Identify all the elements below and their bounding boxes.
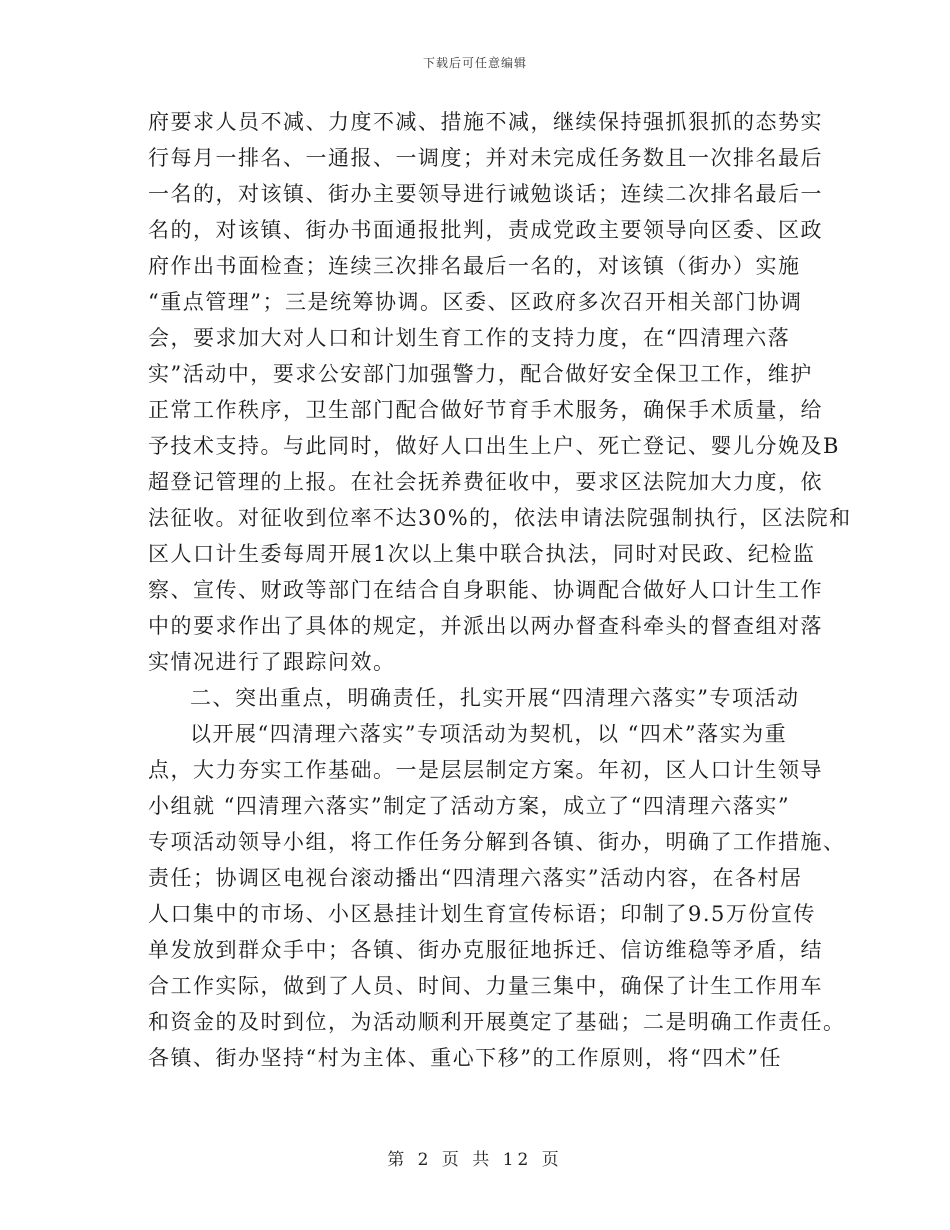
- text-line: 中的要求作出了具体的规定，并派出以两办督查科牵头的督查组对落: [148, 614, 823, 638]
- text-line: 行每月一排名、一通报、一调度；并对未完成任务数且一次排名最后: [148, 146, 823, 170]
- text-line: 超登记管理的上报。在社会抚养费征收中，要求区法院加大力度，依: [148, 470, 823, 494]
- text-line: “重点管理”；三是统筹协调。区委、区政府多次召开相关部门协调: [148, 290, 803, 314]
- text-line: 正常工作秩序，卫生部门配合做好节育手术服务，确保手术质量，给: [148, 398, 823, 422]
- text-line: 予技术支持。与此同时，做好人口出生上户、死亡登记、婴儿分娩及B: [148, 434, 840, 458]
- text-line: 和资金的及时到位，为活动顺利开展奠定了基础；二是明确工作责任。: [148, 1010, 846, 1034]
- text-line: 合工作实际，做到了人员、时间、力量三集中，确保了计生工作用车: [148, 974, 823, 998]
- text-line: 实”活动中，要求公安部门加强警力，配合做好安全保卫工作，维护: [148, 362, 813, 386]
- text-line: 府要求人员不减、力度不减、措施不减，继续保持强抓狠抓的态势实: [148, 110, 823, 134]
- text-line: 小组就 “四清理六落实”制定了活动方案，成立了“四清理六落实”: [148, 794, 791, 818]
- section-heading: 二、突出重点，明确责任，扎实开展“四清理六落实”专项活动: [190, 686, 800, 710]
- text-line: 府作出书面检查；连续三次排名最后一名的，对该镇（街办）实施: [148, 254, 801, 278]
- text-line: 专项活动领导小组，将工作任务分解到各镇、街办，明确了工作措施、: [148, 830, 846, 854]
- text-line: 区人口计生委每周开展1次以上集中联合执法，同时对民政、纪检监: [148, 542, 816, 566]
- page-header: 下载后可任意编辑: [422, 56, 527, 70]
- document-body: [148, 104, 852, 1076]
- text-line: 人口集中的市场、小区悬挂计划生育宣传标语；印制了9.5万份宣传: [148, 902, 816, 926]
- text-line: 各镇、街办坚持“村为主体、重心下移”的工作原则，将“四术”任: [148, 1046, 782, 1070]
- text-line: 单发放到群众手中；各镇、街办克服征地拆迁、信访维稳等矛盾，结: [148, 938, 823, 962]
- text-line: 责任；协调区电视台滚动播出“四清理六落实”活动内容，在各村居: [148, 866, 803, 890]
- page-number: 第 2 页 共 12 页: [387, 1150, 563, 1170]
- text-line: 实情况进行了跟踪问效。: [148, 650, 396, 674]
- text-line: 以开展“四清理六落实”专项活动为契机，以 “四术”落实为重: [190, 722, 788, 746]
- text-line: 点，大力夯实工作基础。一是层层制定方案。年初，区人口计生领导: [148, 758, 823, 782]
- text-line: 察、宣传、财政等部门在结合自身职能、协调配合做好人口计生工作: [148, 578, 823, 602]
- text-line: 会，要求加大对人口和计划生育工作的支持力度，在“四清理六落: [148, 326, 791, 350]
- text-line: 名的，对该镇、街办书面通报批判，责成党政主要领导向区委、区政: [148, 218, 823, 242]
- text-line: 一名的，对该镇、街办主要领导进行诫勉谈话；连续二次排名最后一: [148, 182, 823, 206]
- text-line: 法征收。对征收到位率不达30%的，依法申请法院强制执行，区法院和: [148, 506, 852, 530]
